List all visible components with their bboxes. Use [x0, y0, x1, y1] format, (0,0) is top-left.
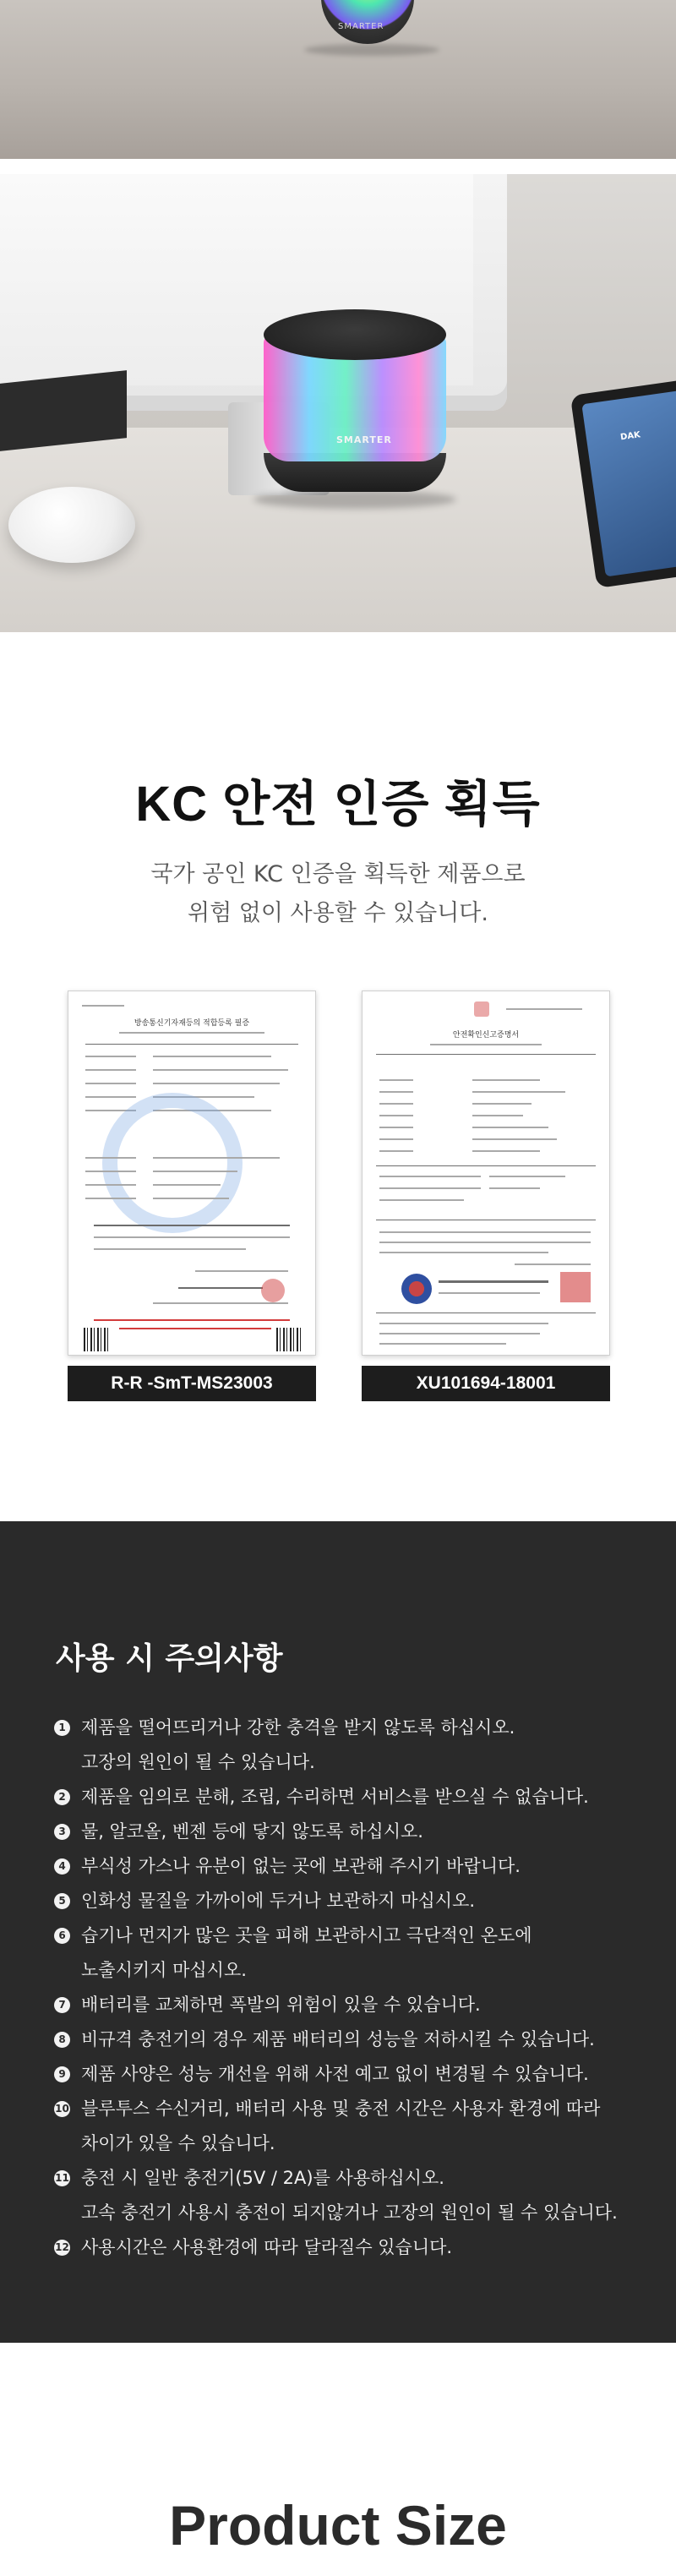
caution-item: [54, 1849, 662, 1884]
caution-item-text: 비규격 충전기의 경우 제품 배터리의 성능을 저하시킬 수 있습니다.: [81, 2029, 595, 2049]
caution-item-text: 부식성 가스나 유분이 없는 곳에 보관해 주시기 바랍니다.: [81, 1856, 521, 1876]
kc-subtitle-line: 국가 공인 KC 인증을 획득한 제품으로: [150, 861, 526, 887]
caution-item: [54, 1815, 662, 1849]
caution-number-icon: 2: [54, 1789, 70, 1805]
tablet-screen: [581, 389, 676, 577]
caution-item-text: 배터리를 교체하면 폭발의 위험이 있을 수 있습니다.: [81, 1995, 481, 2015]
stamp-icon: [474, 1001, 489, 1017]
certificate-doc-title: 안전확인신고증명서: [452, 1031, 520, 1040]
mouse-image: [8, 487, 135, 563]
caution-item: [54, 2022, 662, 2057]
product-photo-desk: [0, 174, 676, 632]
caution-number-icon: 12: [54, 2240, 70, 2256]
product-photo-top: [0, 0, 676, 159]
caution-item: [54, 2057, 662, 2092]
certificate-number-label: XU101694-18001: [362, 1366, 610, 1401]
caution-number-icon: 5: [54, 1893, 70, 1909]
caution-item: [54, 2161, 662, 2230]
stamp-icon: [261, 1279, 285, 1302]
speaker-brand-text: SMARTER: [338, 22, 384, 31]
kc-section-subtitle: [0, 855, 676, 933]
seal-icon: [401, 1274, 432, 1304]
caution-item-text: 사용시간은 사용환경에 따라 달라질수 있습니다.: [81, 2237, 453, 2257]
caution-number-icon: 3: [54, 1824, 70, 1840]
caution-item-text: 충전 시 일반 충전기(5V / 2A)를 사용하십시오. 고속 충전기 사용시 충전이 되지않거나 고장의 원인이 될 수 있습니다.: [81, 2168, 618, 2223]
speaker-grille: [264, 309, 446, 360]
barcode-icon: [84, 1328, 109, 1351]
section-gap: [0, 159, 676, 174]
caution-item: [54, 1918, 662, 1988]
caution-item-text: 제품을 떨어뜨리거나 강한 충격을 받지 않도록 하십시오. 고장의 원인이 될 수 있습니다.: [81, 1717, 515, 1772]
caution-item: [54, 1988, 662, 2022]
speaker-shadow: [304, 44, 439, 56]
speaker-shadow: [254, 490, 456, 509]
caution-number-icon: 6: [54, 1928, 70, 1944]
tablet-screen-text: DAK: [619, 430, 641, 443]
caution-item: [54, 2092, 662, 2161]
caution-number-icon: 7: [54, 1997, 70, 2013]
caution-item-text: 인화성 물질을 가까이에 두거나 보관하지 마십시오.: [81, 1891, 476, 1911]
caution-item-text: 습기나 먼지가 많은 곳을 피해 보관하시고 극단적인 온도에 노출시키지 마십시오.: [81, 1925, 532, 1980]
caution-number-icon: 8: [54, 2032, 70, 2048]
caution-item-text: 제품 사양은 성능 개선을 위해 사전 예고 없이 변경될 수 있습니다.: [81, 2064, 589, 2084]
kc-mark-icon: [102, 1093, 243, 1233]
caution-list: [54, 1711, 662, 2265]
caution-item-text: 블루투스 수신거리, 배터리 사용 및 충전 시간은 사용자 환경에 따라 차이가 있을 수 있습니다.: [81, 2098, 601, 2153]
kc-subtitle-line: 위험 없이 사용할 수 있습니다.: [188, 900, 488, 926]
keyboard-image: [0, 370, 127, 451]
caution-number-icon: 1: [54, 1720, 70, 1736]
caution-number-icon: 10: [54, 2101, 70, 2117]
certificate-number-label: R-R -SmT-MS23003: [68, 1366, 316, 1401]
speaker-image: [254, 309, 456, 529]
barcode-icon: [276, 1328, 302, 1351]
caution-item: [54, 1780, 662, 1815]
certificate-document-image: [362, 991, 610, 1356]
caution-item-text: 물, 알코올, 벤젠 등에 닿지 않도록 하십시오.: [81, 1821, 423, 1842]
product-size-title: Product Size: [169, 2494, 507, 2557]
caution-item: [54, 2230, 662, 2265]
caution-number-icon: 9: [54, 2066, 70, 2082]
kc-section-title: KC 안전 인증 획득: [135, 777, 541, 832]
caution-item-text: 제품을 임의로 분해, 조립, 수리하면 서비스를 받으실 수 없습니다.: [81, 1787, 589, 1807]
caution-number-icon: 4: [54, 1858, 70, 1875]
caution-item: [54, 1711, 662, 1780]
caution-number-icon: 11: [54, 2170, 70, 2186]
speaker-brand-text: SMARTER: [336, 434, 392, 445]
stamp-icon: [560, 1272, 591, 1302]
caution-item: [54, 1884, 662, 1918]
certificate-document-image: [68, 991, 316, 1356]
caution-title: 사용 시 주의사항: [56, 1641, 283, 1676]
certificate-doc-title: 방송통신기자재등의 적합등록 필증: [134, 1019, 250, 1028]
